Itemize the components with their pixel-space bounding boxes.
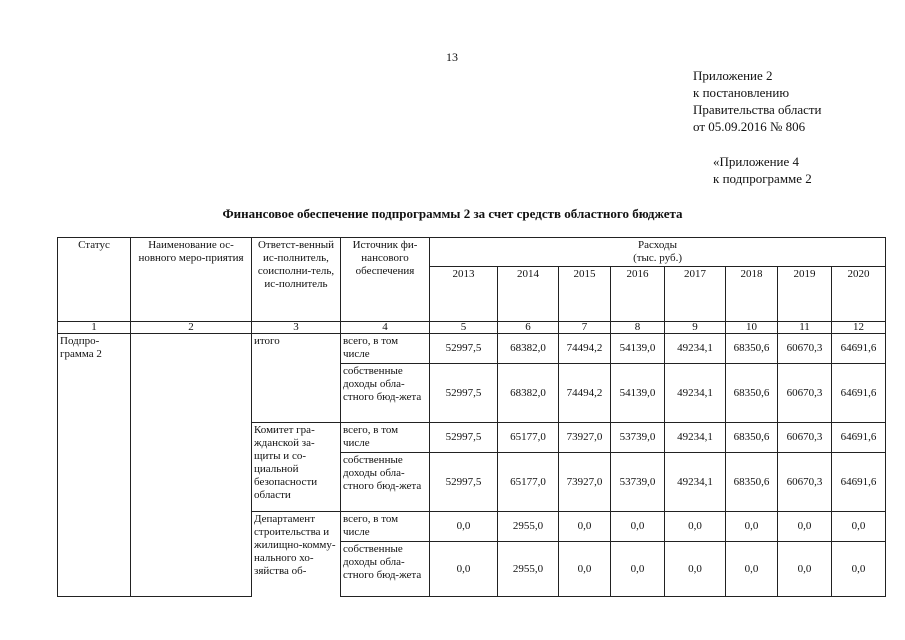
year-cell: 2014 [498, 267, 559, 322]
value-cell: 68382,0 [498, 334, 559, 364]
header-expenses [430, 238, 886, 267]
value-cell: 73927,0 [559, 423, 611, 453]
column-index: 1 [58, 322, 131, 334]
value-cell: 0,0 [559, 542, 611, 597]
source-cell: всего, в том числе [341, 334, 430, 364]
document-title: Финансовое обеспечение подпрограммы 2 за счет средств областного бюджета [222, 206, 683, 221]
value-cell: 0,0 [832, 512, 886, 542]
financing-table [57, 237, 886, 597]
value-cell: 49234,1 [665, 453, 726, 512]
status-cell: Подпро-грамма 2 [58, 334, 131, 597]
table-row [58, 334, 886, 364]
value-cell: 0,0 [559, 512, 611, 542]
year-cell: 2017 [665, 267, 726, 322]
value-cell: 68350,6 [726, 334, 778, 364]
header-expenses-label: Расходы [638, 239, 678, 251]
header-expenses-unit: (тыс. руб.) [633, 252, 683, 264]
column-index: 3 [252, 322, 341, 334]
value-cell: 60670,3 [778, 364, 832, 423]
header-activity: Наименование ос-новного меро-приятия [131, 238, 252, 322]
executor-cell: Департамент строительства и жилищно-комму-нального хо-зяйства об- [252, 512, 341, 597]
value-cell: 2955,0 [498, 512, 559, 542]
header-executor: Ответст-венный ис-полнитель, соисполни-тель, ис-полнитель [252, 238, 341, 322]
column-index: 9 [665, 322, 726, 334]
value-cell: 60670,3 [778, 453, 832, 512]
value-cell: 64691,6 [832, 334, 886, 364]
value-cell: 60670,3 [778, 423, 832, 453]
source-cell: собственные доходы обла-стного бюд-жета [341, 453, 430, 512]
value-cell: 68350,6 [726, 423, 778, 453]
value-cell: 52997,5 [430, 453, 498, 512]
value-cell: 54139,0 [611, 364, 665, 423]
appendix-line: «Приложение 4 [713, 154, 800, 169]
year-cell: 2018 [726, 267, 778, 322]
appendix-note [693, 67, 822, 135]
value-cell: 65177,0 [498, 423, 559, 453]
value-cell: 68350,6 [726, 364, 778, 423]
value-cell: 68382,0 [498, 364, 559, 423]
value-cell: 64691,6 [832, 364, 886, 423]
value-cell: 64691,6 [832, 423, 886, 453]
value-cell: 2955,0 [498, 542, 559, 597]
column-index: 7 [559, 322, 611, 334]
appendix-subnote [713, 153, 812, 187]
appendix-line: от 05.09.2016 № 806 [693, 119, 806, 134]
activity-cell [131, 334, 252, 597]
value-cell: 73927,0 [559, 453, 611, 512]
value-cell: 74494,2 [559, 334, 611, 364]
value-cell: 49234,1 [665, 423, 726, 453]
value-cell: 53739,0 [611, 423, 665, 453]
value-cell: 0,0 [611, 512, 665, 542]
column-index: 12 [832, 322, 886, 334]
value-cell: 0,0 [430, 542, 498, 597]
value-cell: 74494,2 [559, 364, 611, 423]
value-cell: 52997,5 [430, 334, 498, 364]
value-cell: 0,0 [611, 542, 665, 597]
year-cell: 2015 [559, 267, 611, 322]
value-cell: 65177,0 [498, 453, 559, 512]
column-index: 5 [430, 322, 498, 334]
value-cell: 52997,5 [430, 423, 498, 453]
executor-cell: итого [252, 334, 341, 423]
executor-cell: Комитет гра-жданской за-щиты и со-циальной безопасности области [252, 423, 341, 512]
value-cell: 49234,1 [665, 334, 726, 364]
page-number: 13 [446, 50, 458, 64]
appendix-line: Правительства области [693, 102, 822, 117]
value-cell: 54139,0 [611, 334, 665, 364]
header-source: Источник фи-нансового обеспечения [341, 238, 430, 322]
value-cell: 0,0 [665, 512, 726, 542]
year-cell: 2019 [778, 267, 832, 322]
column-index: 4 [341, 322, 430, 334]
year-cell: 2020 [832, 267, 886, 322]
column-index: 11 [778, 322, 832, 334]
value-cell: 0,0 [778, 542, 832, 597]
value-cell: 53739,0 [611, 453, 665, 512]
appendix-line: Приложение 2 [693, 68, 773, 83]
value-cell: 60670,3 [778, 334, 832, 364]
year-cell: 2013 [430, 267, 498, 322]
value-cell: 0,0 [726, 512, 778, 542]
value-cell: 68350,6 [726, 453, 778, 512]
value-cell: 0,0 [778, 512, 832, 542]
source-cell: всего, в том числе [341, 512, 430, 542]
year-cell: 2016 [611, 267, 665, 322]
column-index: 6 [498, 322, 559, 334]
header-row [58, 238, 886, 267]
value-cell: 52997,5 [430, 364, 498, 423]
column-index: 2 [131, 322, 252, 334]
value-cell: 49234,1 [665, 364, 726, 423]
column-index: 10 [726, 322, 778, 334]
source-cell: собственные доходы обла-стного бюд-жета [341, 364, 430, 423]
value-cell: 64691,6 [832, 453, 886, 512]
appendix-line: к постановлению [693, 85, 790, 100]
value-cell: 0,0 [430, 512, 498, 542]
value-cell: 0,0 [832, 542, 886, 597]
header-status: Статус [58, 238, 131, 322]
appendix-line: к подпрограмме 2 [713, 171, 812, 186]
source-cell: собственные доходы обла-стного бюд-жета [341, 542, 430, 597]
column-index-row [58, 322, 886, 334]
column-index: 8 [611, 322, 665, 334]
source-cell: всего, в том числе [341, 423, 430, 453]
value-cell: 0,0 [726, 542, 778, 597]
value-cell: 0,0 [665, 542, 726, 597]
